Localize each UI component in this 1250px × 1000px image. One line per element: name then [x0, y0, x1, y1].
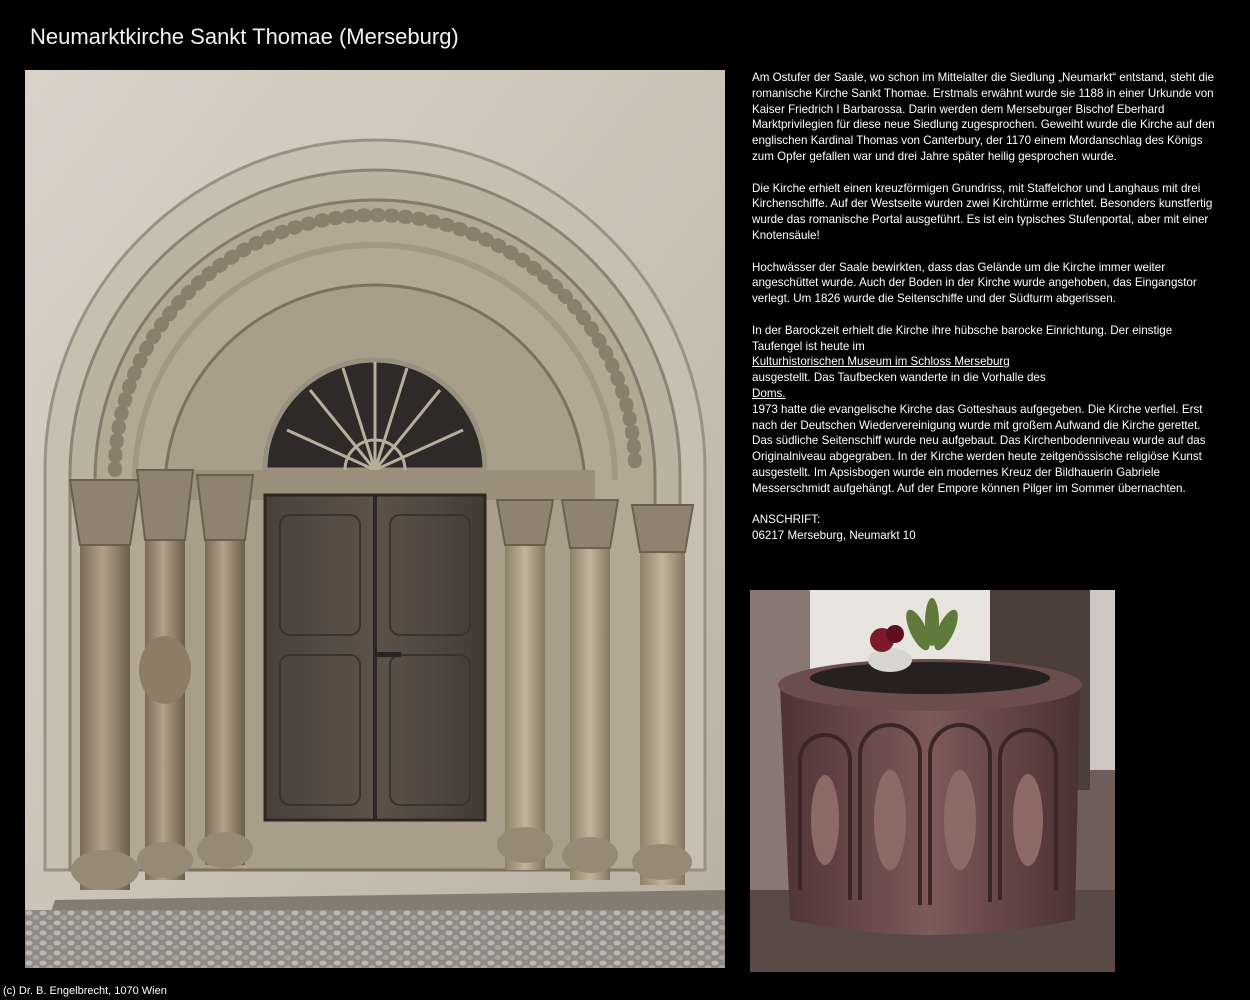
paragraph-baroque-intro: In der Barockzeit erhielt die Kirche ihre hübsche barocke Einrichtung. Der einstige Taufengel ist heute im — [752, 323, 1173, 353]
dom-link[interactable]: Doms. — [752, 386, 786, 400]
page-title: Neumarktkirche Sankt Thomae (Merseburg) — [30, 24, 459, 49]
baptismal-font-photo — [750, 590, 1115, 972]
paragraph-floods: Hochwässer der Saale bewirkten, dass das Gelände um die Kirche immer weiter angeschüttet wurde. Auch der Boden in der Kirche wurde angehoben, das Eingangstor verlegt. Um 1826 wurde die Seitenschiffe und der Südturm abgerissen. — [752, 260, 1197, 306]
copyright-footer: (c) Dr. B. Engelbrecht, 1070 Wien — [3, 985, 167, 997]
address-block — [752, 512, 1222, 544]
paragraph-baroque — [752, 323, 1222, 497]
address-label: ANSCHRIFT: — [752, 513, 821, 527]
paragraph-architecture: Die Kirche erhielt einen kreuzförmigen Grundriss, mit Staffelchor und Langhaus mit drei Kirchenschiffe. Auf der Westseite wurden zwei Kirchtürme errichtet. Besonders kunstfertig wurde das romanische Portal ausgeführt. Es ist ein typisches Stufenportal, aber mit einer Knotensäule! — [752, 181, 1213, 242]
portal-photo — [25, 70, 725, 968]
paragraph-baroque-mid: ausgestellt. Das Taufbecken wanderte in die Vorhalle des — [752, 371, 1046, 385]
museum-link[interactable]: Kulturhistorischen Museum im Schloss Merseburg — [752, 355, 1010, 369]
paragraph-restoration: 1973 hatte die evangelische Kirche das Gotteshaus aufgegeben. Die Kirche verfiel. Erst nach der Deutschen Wiedervereinigung wurde mit großem Aufwand die Kirche gerettet. Das südliche Seitenschiff wurde neu aufgebaut. Das Kirchenbodenniveau wurde auf das Originalniveau abgegraben. In der Kirche werden heute zeitgenössische religiöse Kunst ausgestellt. Im Apsisbogen wurde ein modernes Kreuz der Bildhauerin Gabriele Messerschmidt aufgehängt. Auf der Empore können Pilger im Sommer übernachten. — [752, 402, 1206, 495]
paragraph-history: Am Ostufer der Saale, wo schon im Mittelalter die Siedlung „Neumarkt“ entstand, steht die romanische Kirche Sankt Thomae. Erstmals erwähnt wurde sie 1188 in einer Urkunde von Kaiser Friedrich I Barbarossa. Darin werden dem Merseburger Bischof Eberhard Marktprivilegien für diese neue Siedlung zugesprochen. Geweiht wurde die Kirche auf den englischen Kardinal Thomas von Canterbury, der 1170 einem Mordanschlag des Königs zum Opfer gefallen war und drei Jahre später heilig gesprochen wurde. — [752, 71, 1215, 163]
description-text — [752, 70, 1222, 560]
address-value: 06217 Merseburg, Neumarkt 10 — [752, 529, 916, 543]
